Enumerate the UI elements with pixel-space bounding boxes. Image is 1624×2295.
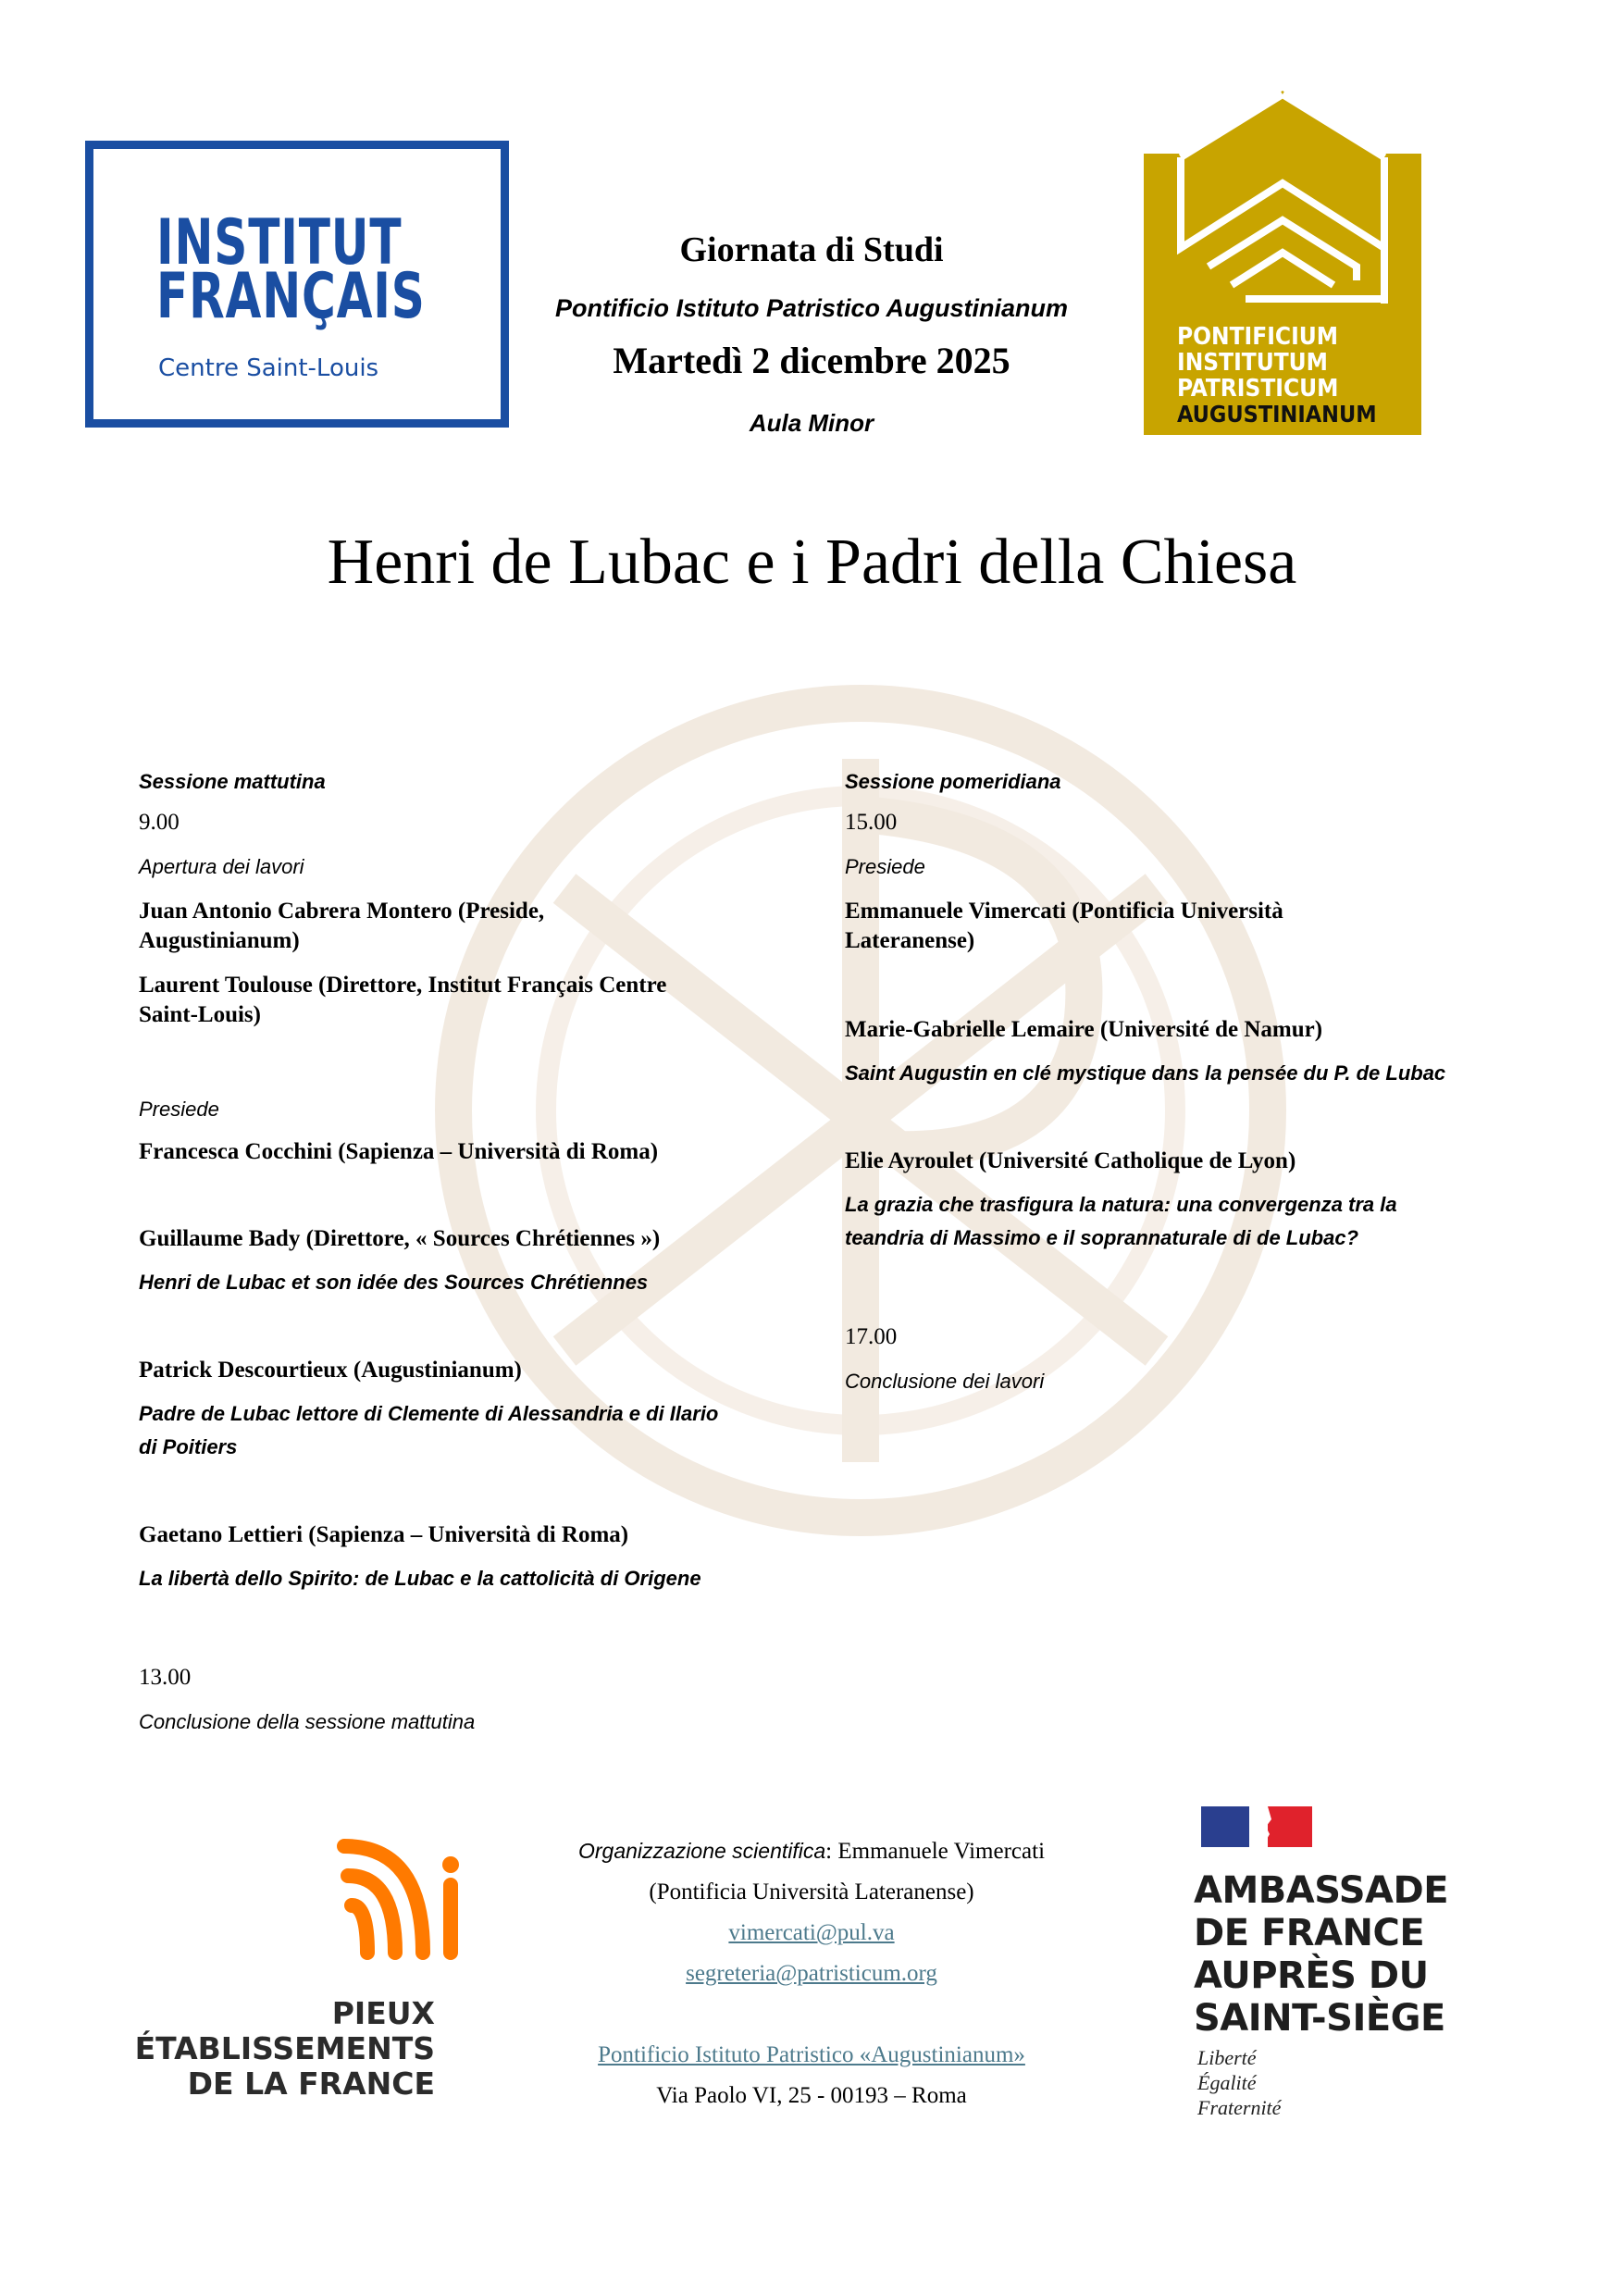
pieux-etablissements-logo — [134, 1837, 435, 2105]
page-title: Henri de Lubac e i Padri della Chiesa — [327, 527, 1297, 598]
logo-text-line: AMBASSADE — [1194, 1869, 1449, 1912]
speaker: Saint-Louis) — [139, 1002, 261, 1027]
logo-text: DE LA FRANCE — [187, 2066, 435, 2102]
institut-francais-logo — [85, 141, 509, 428]
speaker: Elie Ayroulet (Université Catholique de Lyon) — [845, 1148, 1296, 1173]
session-time: 15.00 — [845, 810, 898, 835]
closing-time: 17.00 — [845, 1324, 898, 1349]
talk-title: Saint Augustin en clé mystique dans la pensée du P. de Lubac — [845, 1061, 1446, 1085]
speaker: Gaetano Lettieri (Sapienza – Università di Roma) — [139, 1522, 629, 1547]
closing-label: Conclusione della sessione mattutina — [139, 1710, 476, 1733]
augustinianum-logo — [1144, 91, 1421, 435]
pieux-arcs-icon — [335, 1837, 465, 1966]
chair: Emmanuele Vimercati (Pontificia Università — [845, 899, 1283, 924]
logo-text: FRANÇAIS — [156, 260, 426, 333]
email-link[interactable]: segreteria@patristicum.org — [686, 1961, 937, 1986]
ambassade-logo — [1194, 1806, 1490, 2130]
closing-time: 13.00 — [139, 1665, 192, 1690]
session-label: Sessione mattutina — [139, 770, 326, 793]
speaker: Patrick Descourtieux (Augustinianum) — [139, 1358, 522, 1383]
email-link[interactable]: vimercati@pul.va — [728, 1920, 895, 1945]
organizer-label: Organizzazione scientifica — [577, 1839, 826, 1863]
motto-line: Liberté — [1197, 2046, 1257, 2069]
logo-text-line: AUPRÈS DU — [1194, 1954, 1429, 1997]
session-label: Sessione pomeridiana — [845, 770, 1061, 793]
speaker: Marie-Gabrielle Lemaire (Université de Namur) — [845, 1017, 1323, 1042]
talk-title: teandria di Massimo e il soprannaturale di de Lubac? — [845, 1226, 1359, 1249]
event-type: Giornata di Studi — [679, 230, 944, 269]
logo-text-line: DE FRANCE — [1194, 1912, 1425, 1954]
logo-text: AUGUSTINIANUM — [1177, 401, 1377, 428]
logo-text: PONTIFICIUM — [1177, 323, 1339, 351]
logo-subtext: Centre Saint-Louis — [158, 354, 379, 382]
talk-title: di Poitiers — [139, 1435, 238, 1458]
closing-label: Conclusione dei lavori — [845, 1370, 1045, 1393]
event-institution: Pontificio Istituto Patristico Augustinianum — [554, 294, 1068, 322]
speaker: Laurent Toulouse (Direttore, Institut Français Centre — [139, 973, 667, 998]
opening-label: Apertura dei lavori — [139, 855, 304, 878]
talk-title: La grazia che trasfigura la natura: una convergenza tra la — [845, 1193, 1397, 1216]
chair: Lateranense) — [845, 928, 975, 953]
event-date: Martedì 2 dicembre 2025 — [613, 340, 1010, 381]
chair-label: Presiede — [139, 1098, 219, 1121]
session-time: 9.00 — [139, 810, 180, 835]
organizer-name: : Emmanuele Vimercati — [825, 1839, 1046, 1864]
address: Via Paolo VI, 25 - 00193 – Roma — [656, 2083, 967, 2108]
logo-text: PATRISTICUM — [1177, 375, 1339, 403]
institute-link[interactable]: Pontificio Istituto Patristico «Augustinianum» — [598, 2042, 1025, 2067]
logo-text-line: SAINT-SIÈGE — [1194, 1997, 1445, 2040]
logo-text: PIEUX — [331, 1995, 435, 2031]
chair-label: Presiede — [845, 855, 925, 878]
speaker: Juan Antonio Cabrera Montero (Preside, — [139, 899, 545, 924]
event-room: Aula Minor — [749, 409, 874, 437]
marianne-flag-icon — [1201, 1806, 1312, 1849]
logo-text: INSTITUT — [156, 206, 403, 279]
talk-title: La libertà dello Spirito: de Lubac e la cattolicità di Origene — [139, 1567, 701, 1590]
motto-line: Égalité — [1197, 2071, 1257, 2094]
motto-line: Fraternité — [1197, 2096, 1282, 2119]
logo-text: ÉTABLISSEMENTS — [134, 2030, 435, 2066]
speaker: Augustinianum) — [139, 928, 300, 953]
organizer-affiliation: (Pontificia Università Lateranense) — [649, 1879, 974, 1904]
chair: Francesca Cocchini (Sapienza – Università di Roma) — [139, 1139, 659, 1164]
talk-title: Padre de Lubac lettore di Clemente di Alessandria e di Ilario — [139, 1402, 719, 1425]
footer-contact — [488, 1830, 1135, 2116]
logo-text: INSTITUTUM — [1177, 349, 1328, 377]
speaker: Guillaume Bady (Direttore, « Sources Chrétiennes ») — [139, 1226, 661, 1251]
talk-title: Henri de Lubac et son idée des Sources Chrétiennes — [139, 1271, 649, 1294]
logo-text — [1194, 1869, 1448, 2040]
motto — [1197, 2045, 1281, 2120]
